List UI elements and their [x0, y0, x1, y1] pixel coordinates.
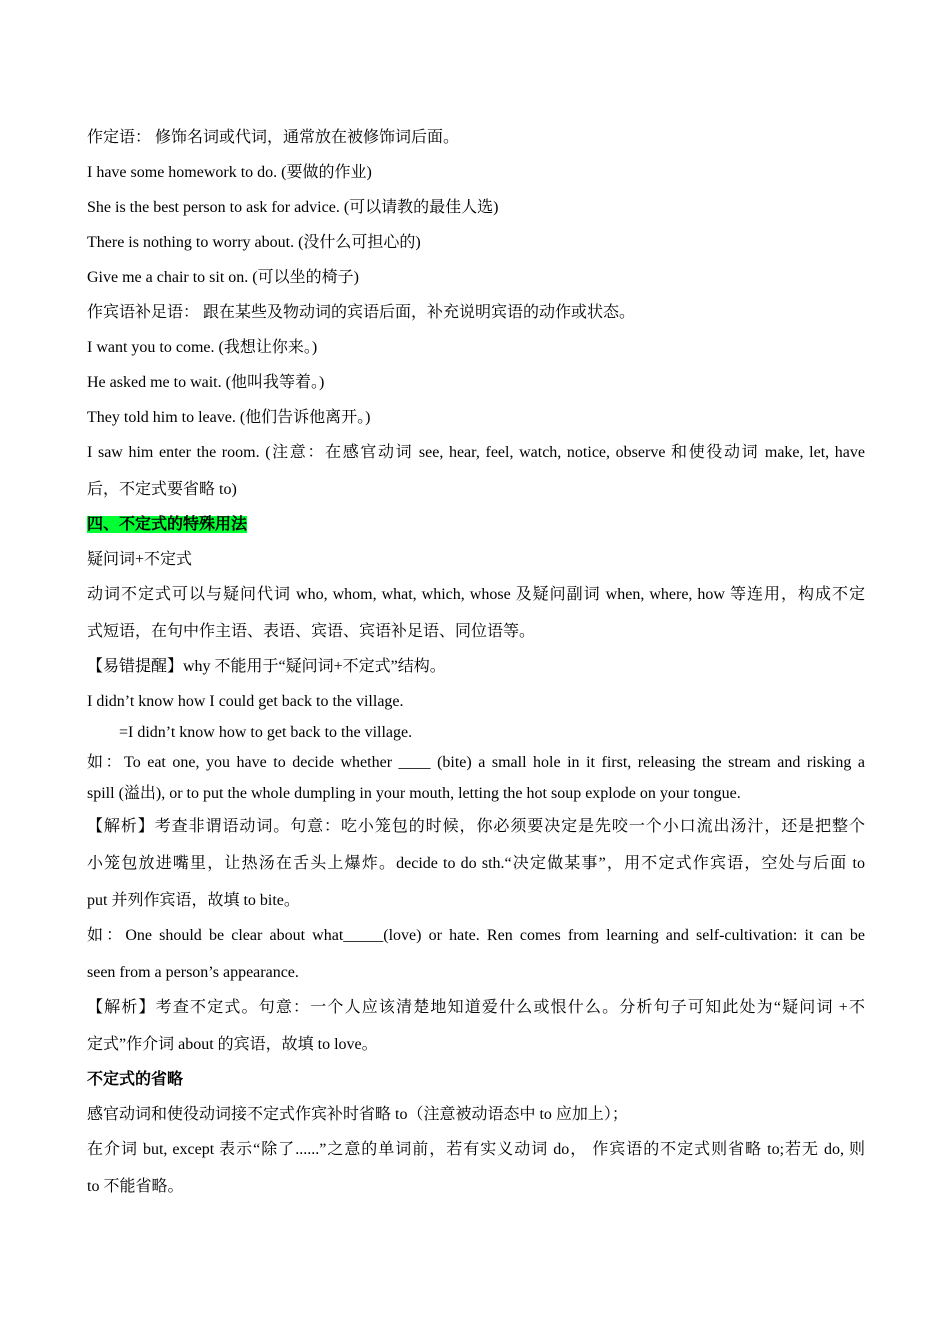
- section-heading: [87, 515, 247, 535]
- example-line: =I didn’t know how to get back to the village.: [119, 724, 413, 741]
- exercise-line: 如：To eat one, you have to decide whether ____ (bite) a small hole in it first, releasing the stream and risking a: [87, 754, 865, 771]
- paragraph-line: 动词不定式可以与疑问代词 who, whom, what, which, whose 及疑问副词 when, where, how 等连用，构成不定: [87, 586, 865, 603]
- note-line: 后，不定式要省略 to): [87, 481, 237, 498]
- example-line: I have some homework to do. (要做的作业): [87, 164, 372, 181]
- example-line: I want you to come. (我想让你来。): [87, 339, 318, 356]
- attributive-heading: 作定语： 修饰名词或代词，通常放在被修饰词后面。: [87, 129, 460, 146]
- subheading: 疑问词+不定式: [87, 551, 193, 568]
- example-line: There is nothing to worry about. (没什么可担心的): [87, 234, 421, 251]
- complement-heading: 作宾语补足语： 跟在某些及物动词的宾语后面，补充说明宾语的动作或状态。: [87, 304, 636, 321]
- analysis-line: 定式”作介词 about 的宾语，故填 to love。: [87, 1036, 378, 1053]
- note-line: I saw him enter the room. (注意：在感官动词 see, hear, feel, watch, notice, observe 和使役动词 make, let, have: [87, 444, 865, 461]
- paragraph-line: 感官动词和使役动词接不定式作宾补时省略 to（注意被动语态中 to 应加上）；: [87, 1106, 628, 1123]
- section-heading-text: 四、不定式的特殊用法: [87, 516, 248, 533]
- exercise-line: spill (溢出), or to put the whole dumpling in your mouth, letting the hot soup explode on your tongue.: [87, 785, 741, 802]
- paragraph-line: to 不能省略。: [87, 1178, 184, 1195]
- exercise-line: 如：One should be clear about what_____(love) or hate. Ren comes from learning and self-cultivation: it can be: [87, 927, 865, 944]
- example-line: He asked me to wait. (他叫我等着。): [87, 374, 325, 391]
- exercise-line: seen from a person’s appearance.: [87, 964, 299, 981]
- omission-heading: 不定式的省略: [87, 1071, 184, 1088]
- tip-line: 【易错提醒】why 不能用于“疑问词+不定式”结构。: [87, 658, 446, 675]
- example-line: They told him to leave. (他们告诉他离开。): [87, 409, 371, 426]
- paragraph-line: 在介词 but, except 表示“除了......”之意的单词前，若有实义动词 do， 作宾语的不定式则省略 to;若无 do, 则: [87, 1141, 865, 1158]
- paragraph-line: 式短语，在句中作主语、表语、宾语、宾语补足语、同位语等。: [87, 623, 536, 640]
- example-line: She is the best person to ask for advice. (可以请教的最佳人选): [87, 199, 499, 216]
- analysis-line: 【解析】考查不定式。句意：一个人应该清楚地知道爱什么或恨什么。分析句子可知此处为“疑问词 +不: [87, 999, 865, 1016]
- example-line: Give me a chair to sit on. (可以坐的椅子): [87, 269, 359, 286]
- analysis-line: put 并列作宾语，故填 to bite。: [87, 892, 300, 909]
- analysis-line: 小笼包放进嘴里，让热汤在舌头上爆炸。decide to do sth.“决定做某事”，用不定式作宾语，空处与后面 to: [87, 855, 865, 872]
- analysis-line: 【解析】考查非谓语动词。句意：吃小笼包的时候，你必须要决定是先咬一个小口流出汤汁，还是把整个: [87, 818, 865, 835]
- example-line: I didn’t know how I could get back to the village.: [87, 693, 404, 710]
